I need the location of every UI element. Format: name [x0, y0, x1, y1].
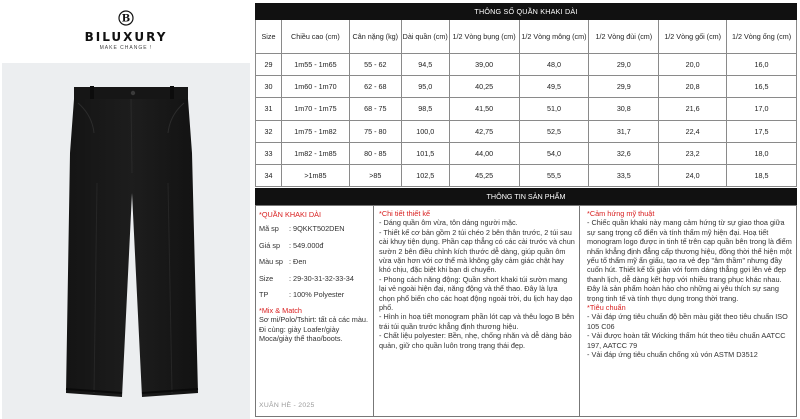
spec-key: Mã sp: [259, 224, 279, 234]
table-cell: 102,5: [401, 164, 449, 186]
table-cell: 1m75 - 1m82: [281, 120, 349, 142]
table-cell: 55 - 62: [349, 54, 401, 76]
table-cell: 18,0: [727, 142, 797, 164]
table-cell: 100,0: [401, 120, 449, 142]
table-cell: 94,5: [401, 54, 449, 76]
table-cell: 29,9: [589, 76, 659, 98]
table-cell: 41,50: [449, 98, 519, 120]
table-cell: 31: [256, 98, 282, 120]
column-header: 1/2 Vòng đùi (cm): [589, 20, 659, 54]
product-showcase: [0, 0, 250, 419]
spec-value: : 9QKKT502DEN: [289, 224, 345, 234]
table-cell: 1m55 - 1m65: [281, 54, 349, 76]
table-row: [256, 120, 797, 142]
column-header: Dài quần (cm): [401, 20, 449, 54]
spec-key: Màu sp: [259, 257, 283, 267]
table-row: [256, 142, 797, 164]
spec-row: [259, 239, 368, 253]
size-chart-table: [255, 3, 797, 187]
table-cell: 62 - 68: [349, 76, 401, 98]
season-label: XUÂN HÈ - 2025: [259, 401, 315, 409]
table-cell: 24,0: [659, 164, 727, 186]
spec-row: [259, 222, 368, 236]
table-cell: 33,5: [589, 164, 659, 186]
spec-value: : 100% Polyester: [289, 290, 345, 300]
table-cell: 95,0: [401, 76, 449, 98]
table-cell: 33: [256, 142, 282, 164]
spec-value: : 549.000đ: [289, 240, 324, 250]
table-cell: 30: [256, 76, 282, 98]
table-row: [256, 76, 797, 98]
design-details-column: [373, 206, 580, 416]
table-cell: 42,75: [449, 120, 519, 142]
column-header: 1/2 Vòng gối (cm): [659, 20, 727, 54]
table-cell: 17,0: [727, 98, 797, 120]
table-cell: 98,5: [401, 98, 449, 120]
design-details-text: - Dáng quần ôm vừa, tôn dáng người mặc. - Thiết kế cơ bản gồm 2 túi chéo 2 bên thân trước, 2 túi sau cài khuy tiện dụng. Phần cạp thẳng có các cài trước và chun sườn 2 bên điều chỉnh kích thước dễ dàng, giúp quần ôm vừa vặn hơn với cơ thể mà không gây cảm giác chật hay khó chịu, đặc biệt khi bạn di chuyển. - Phong cách năng động: Quần short khaki túi sườn mang lại vẻ ngoài hiện đại, năng động và thể thao. Đây là lựa chọn phổ biến cho các hoạt động ngoài trời, du lịch hay dạo phố. - Hình in hoạ tiết monogram phần lót cạp và thêu logo B bên trái túi quần trước khẳng định thương hiệu. - Chất liệu polyester: Bền, nhẹ, chống nhăn và dễ dàng bảo quản, giữ cho quần luôn trong trạng thái đẹp.: [379, 218, 575, 350]
table-cell: 55,5: [519, 164, 589, 186]
table-cell: 80 - 85: [349, 142, 401, 164]
svg-text:B: B: [121, 13, 131, 25]
table-cell: 32: [256, 120, 282, 142]
table-cell: 1m70 - 1m75: [281, 98, 349, 120]
table-cell: 23,2: [659, 142, 727, 164]
spec-key: Size: [259, 273, 274, 283]
table-cell: 16,0: [727, 54, 797, 76]
column-header: 1/2 Vòng ống (cm): [727, 20, 797, 54]
table-cell: 16,5: [727, 76, 797, 98]
spec-row: [259, 255, 368, 269]
table-cell: 29: [256, 54, 282, 76]
table-cell: 49,5: [519, 76, 589, 98]
product-info-title: THÔNG TIN SẢN PHẨM: [255, 188, 797, 205]
aesthetic-column: [582, 206, 796, 416]
table-cell: 68 - 75: [349, 98, 401, 120]
spec-value: : 29-30-31-32-33-34: [289, 273, 354, 283]
aesthetic-text: - Chiếc quần khaki này mang cảm hứng từ sự giao thoa giữa sự sang trọng cổ điển và tính thẩm mỹ hiện đại. Hoạ tiết monogram logo được in tinh tế trên cạp quần bên trong là điểm nhấn khẳng định đẳng cấp thương hiệu, đồng thời thể hiện một yếu tố thẩm mỹ ẩn giấu, tạo ra vẻ đẹp "âm thầm" nhưng đầy cuốn hút. Thiết kế tối giản với form dáng thẳng gợi lên vẻ đẹp thanh lịch, dễ dàng kết hợp với nhiều trang phục khác nhau. Đây là sản phẩm hoàn hảo cho những ai yêu thích sự sang trọng tinh tế và tính thực dụng trong thời trang.: [587, 218, 792, 303]
table-cell: 29,0: [589, 54, 659, 76]
table-cell: 52,5: [519, 120, 589, 142]
table-cell: 44,00: [449, 142, 519, 164]
trousers-image: [2, 63, 250, 419]
product-name: *QUẦN KHAKI DÀI: [259, 210, 322, 219]
table-cell: 45,25: [449, 164, 519, 186]
spec-row: [259, 288, 368, 302]
column-header: Cân nặng (kg): [349, 20, 401, 54]
product-info-panel: [255, 205, 797, 417]
column-header: Chiều cao (cm): [281, 20, 349, 54]
table-cell: 20,8: [659, 76, 727, 98]
table-cell: >1m85: [281, 164, 349, 186]
table-cell: 48,0: [519, 54, 589, 76]
aesthetic-title: *Cảm hứng mỹ thuật: [587, 209, 655, 218]
spec-value: : Đen: [289, 257, 307, 267]
table-cell: 17,5: [727, 120, 797, 142]
table-cell: 18,5: [727, 164, 797, 186]
table-cell: 34: [256, 164, 282, 186]
column-header: Size: [256, 20, 282, 54]
size-chart-title: THÔNG SỐ QUẦN KHAKI DÀI: [256, 4, 797, 20]
table-cell: 31,7: [589, 120, 659, 142]
table-cell: 22,4: [659, 120, 727, 142]
product-photo: [2, 63, 250, 419]
mix-match-title: *Mix & Match: [259, 305, 302, 315]
spec-key: TP: [259, 290, 269, 300]
design-details-title: *Chi tiết thiết kế: [379, 209, 431, 218]
standards-text: - Vải đáp ứng tiêu chuẩn độ bền màu giặt theo tiêu chuẩn ISO 105 C06 - Vải được hoàn tất Wicking thấm hút theo tiêu chuẩn AATCC 197, AATCC 79 - Vải đáp ứng tiêu chuẩn chống xù vón ASTM D3512: [587, 312, 788, 360]
table-cell: 1m60 - 1m70: [281, 76, 349, 98]
spec-row: [259, 272, 368, 286]
table-cell: >85: [349, 164, 401, 186]
table-row: [256, 164, 797, 186]
table-cell: 51,0: [519, 98, 589, 120]
table-cell: 30,8: [589, 98, 659, 120]
table-cell: 39,00: [449, 54, 519, 76]
brand-name: BILUXURY: [84, 30, 168, 44]
table-row: [256, 98, 797, 120]
column-header: 1/2 Vòng bụng (cm): [449, 20, 519, 54]
brand-logo-icon: [118, 10, 134, 26]
table-cell: 21,6: [659, 98, 727, 120]
mix-match-text: Sơ mi/Polo/Tshirt: tất cả các màu. Đi cùng: giày Loafer/giày Moca/giày thể thao/boots.: [259, 315, 369, 344]
table-cell: 40,25: [449, 76, 519, 98]
product-specs-column: [256, 206, 371, 416]
standards-title: *Tiêu chuẩn: [587, 303, 626, 313]
spec-key: Giá sp: [259, 240, 281, 250]
table-cell: 1m82 - 1m85: [281, 142, 349, 164]
table-cell: 101,5: [401, 142, 449, 164]
table-cell: 75 - 80: [349, 120, 401, 142]
brand-tagline: MAKE CHANGE !: [99, 45, 153, 51]
table-row: [256, 54, 797, 76]
column-header: 1/2 Vòng mông (cm): [519, 20, 589, 54]
table-cell: 32,6: [589, 142, 659, 164]
table-cell: 54,0: [519, 142, 589, 164]
table-cell: 20,0: [659, 54, 727, 76]
